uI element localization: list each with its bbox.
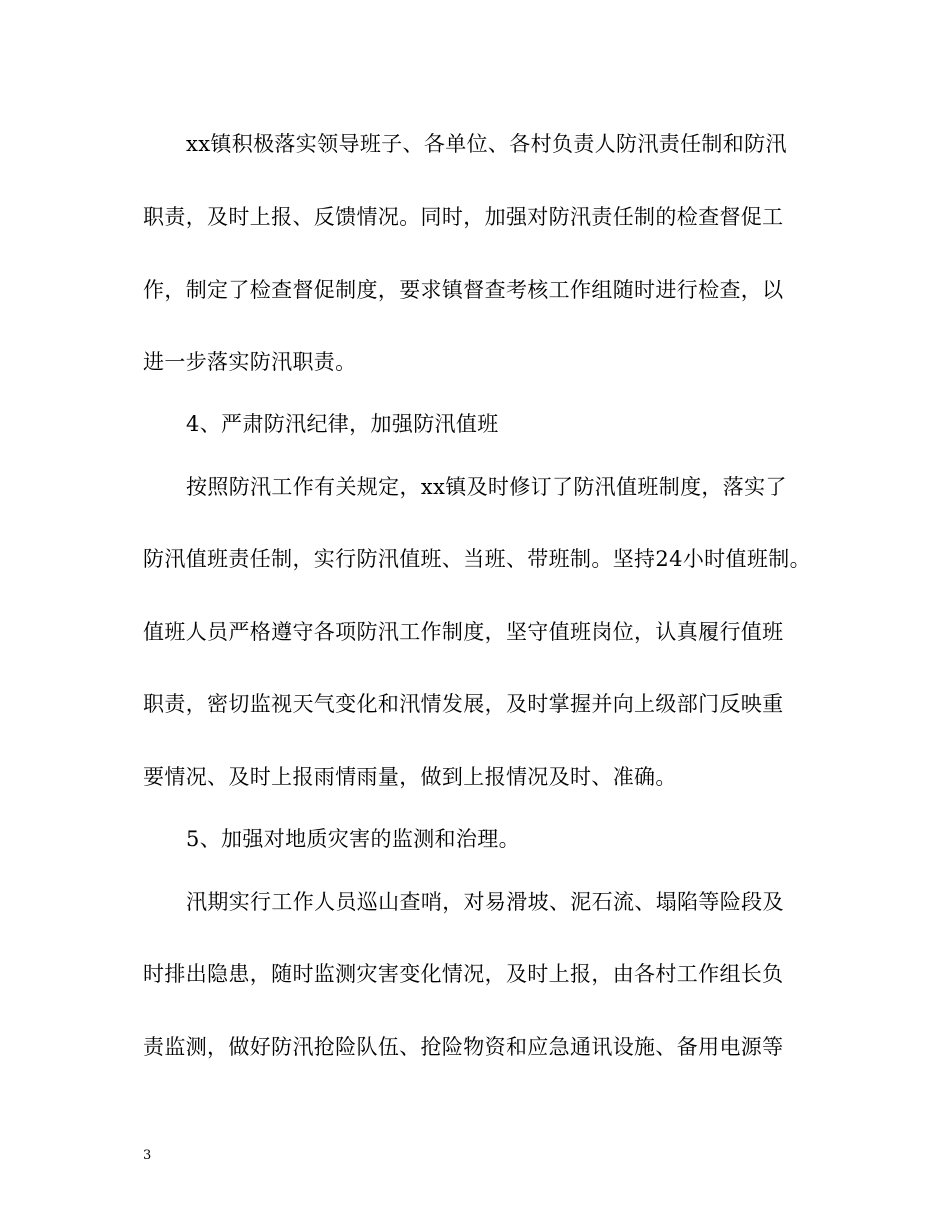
paragraph-line: 要情况、及时上报雨情雨量，做到上报情况及时、准确。 [143,765,677,789]
section-heading: 4、严肃防汛纪律，加强防汛值班 [186,412,499,436]
page-number: 3 [143,1148,152,1163]
paragraph-line: 职责，密切监视天气变化和汛情发展，及时掌握并向上级部门反映重 [143,692,784,716]
section-heading: 5、加强对地质灾害的监测和治理。 [186,827,520,851]
paragraph-line: 汛期实行工作人员巡山查哨，对易滑坡、泥石流、塌陷等险段及 [186,890,784,914]
paragraph-line: 职责，及时上报、反馈情况。同时，加强对防汛责任制的检查督促工 [143,205,784,229]
paragraph-line: 值班人员严格遵守各项防汛工作制度，坚守值班岗位，认真履行值班 [143,620,784,644]
paragraph-line: 时排出隐患，随时监测灾害变化情况，及时上报，由各村工作组长负 [143,962,784,986]
paragraph-line: xx镇积极落实领导班子、各单位、各村负责人防汛责任制和防汛 [186,132,787,156]
paragraph-line: 作，制定了检查督促制度，要求镇督查考核工作组随时进行检查，以 [143,278,784,302]
paragraph-line: 按照防汛工作有关规定，xx镇及时修订了防汛值班制度，落实了 [186,475,787,499]
paragraph-line: 防汛值班责任制，实行防汛值班、当班、带班制。坚持24小时值班制。 [143,547,811,571]
paragraph-line: 责监测，做好防汛抢险队伍、抢险物资和应急通讯设施、备用电源等 [143,1035,784,1059]
paragraph-line: 进一步落实防汛职责。 [143,350,357,374]
